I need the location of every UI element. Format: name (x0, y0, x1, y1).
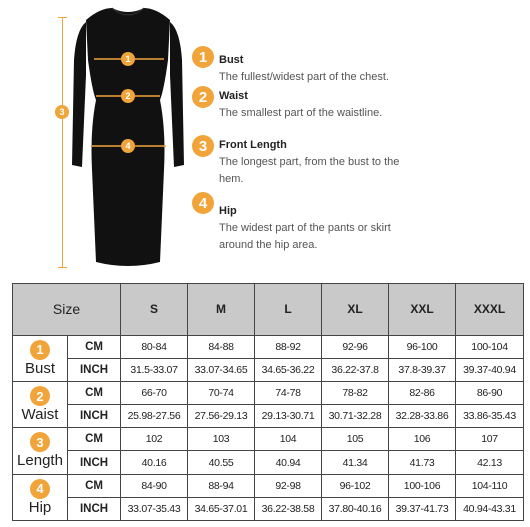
waist-marker: 2 (121, 89, 135, 103)
table-cell: 40.16 (121, 451, 188, 474)
table-cell: 32.28-33.86 (389, 405, 456, 428)
length-marker: 3 (55, 105, 69, 119)
length-guide-line (62, 18, 63, 268)
table-cell: 92-96 (322, 335, 389, 358)
table-cell: 74-78 (255, 381, 322, 404)
table-cell: 41.73 (389, 451, 456, 474)
measure-label-cell (13, 428, 68, 474)
table-cell: 100-106 (389, 474, 456, 497)
size-header: Size (13, 284, 121, 336)
measure-label: Waist (21, 406, 59, 424)
unit-cell: CM (68, 474, 121, 497)
legend-front-length (192, 135, 522, 190)
legend-desc: The fullest/widest part of the chest. (219, 71, 389, 83)
table-cell: 88-94 (188, 474, 255, 497)
legend-desc: The widest part of the pants or skirt around the hip area. (219, 222, 391, 251)
table-cell: 34.65-37.01 (188, 497, 255, 520)
table-cell: 39.37-41.73 (389, 497, 456, 520)
bust-marker: 1 (121, 52, 135, 66)
dress-illustration (60, 0, 190, 275)
right-sleeve (170, 22, 184, 167)
table-cell: 78-82 (322, 381, 389, 404)
table-cell: 96-102 (322, 474, 389, 497)
table-cell: 39.37-40.94 (456, 358, 524, 381)
table-cell: 88-92 (255, 335, 322, 358)
table-cell: 33.07-35.43 (121, 497, 188, 520)
table-cell: 103 (188, 428, 255, 451)
table-cell: 41.34 (322, 451, 389, 474)
table-cell: 40.55 (188, 451, 255, 474)
table-row (13, 381, 524, 404)
unit-cell: CM (68, 335, 121, 358)
measure-number-badge: 2 (30, 386, 50, 406)
size-col-header: S (121, 284, 188, 336)
table-cell: 36.22-37.8 (322, 358, 389, 381)
length-number-badge: 3 (192, 135, 214, 157)
size-chart-table (12, 283, 524, 521)
table-cell: 27.56-29.13 (188, 405, 255, 428)
table-cell: 107 (456, 428, 524, 451)
measure-number-badge: 1 (30, 340, 50, 360)
table-cell: 25.98-27.56 (121, 405, 188, 428)
table-cell: 37.80-40.16 (322, 497, 389, 520)
legend-title: Hip (219, 205, 237, 217)
legend-bust (192, 46, 522, 86)
table-row (13, 405, 524, 428)
table-row (13, 474, 524, 497)
size-col-header: XXXL (456, 284, 524, 336)
measure-label: Length (17, 452, 63, 470)
table-cell: 70-74 (188, 381, 255, 404)
legend-hip (192, 192, 522, 252)
table-cell: 33.07-34.65 (188, 358, 255, 381)
table-cell: 92-98 (255, 474, 322, 497)
dress-body (86, 8, 170, 266)
table-row (13, 335, 524, 358)
table-cell: 31.5-33.07 (121, 358, 188, 381)
measure-label-cell (13, 381, 68, 427)
measure-label: Hip (28, 498, 52, 516)
measure-label: Bust (24, 359, 55, 377)
legend-desc: The longest part, from the bust to the hem. (219, 156, 400, 185)
table-cell: 106 (389, 428, 456, 451)
table-cell: 40.94-43.31 (456, 497, 524, 520)
legend-title: Waist (219, 90, 248, 102)
measure-number-badge: 3 (30, 432, 50, 452)
length-guide-cap-bottom (58, 267, 67, 268)
bust-number-badge: 1 (192, 46, 214, 68)
unit-cell: CM (68, 381, 121, 404)
table-row (13, 358, 524, 381)
table-header-row (13, 284, 524, 336)
table-cell: 96-100 (389, 335, 456, 358)
legend-waist (192, 86, 522, 126)
table-row (13, 497, 524, 520)
table-cell: 80-84 (121, 335, 188, 358)
legend-desc: The smallest part of the waistline. (219, 107, 383, 119)
table-cell: 100-104 (456, 335, 524, 358)
unit-cell: CM (68, 428, 121, 451)
table-cell: 105 (322, 428, 389, 451)
table-cell: 37.8-39.37 (389, 358, 456, 381)
hip-marker: 4 (121, 139, 135, 153)
table-cell: 36.22-38.58 (255, 497, 322, 520)
table-cell: 66-70 (121, 381, 188, 404)
measure-number-badge: 4 (30, 479, 50, 499)
table-row (13, 451, 524, 474)
table-cell: 84-88 (188, 335, 255, 358)
hip-number-badge: 4 (192, 192, 214, 214)
legend-title: Front Length (219, 139, 287, 151)
table-cell: 42.13 (456, 451, 524, 474)
table-cell: 86-90 (456, 381, 524, 404)
table-cell: 104-110 (456, 474, 524, 497)
size-col-header: M (188, 284, 255, 336)
measure-label-cell (13, 474, 68, 520)
unit-cell: INCH (68, 451, 121, 474)
table-cell: 84-90 (121, 474, 188, 497)
size-col-header: L (255, 284, 322, 336)
size-col-header: XXL (389, 284, 456, 336)
legend-title: Bust (219, 54, 244, 66)
table-cell: 33.86-35.43 (456, 405, 524, 428)
table-cell: 34.65-36.22 (255, 358, 322, 381)
table-cell: 40.94 (255, 451, 322, 474)
waist-number-badge: 2 (192, 86, 214, 108)
left-sleeve (72, 22, 86, 167)
measure-label-cell (13, 335, 68, 381)
table-cell: 30.71-32.28 (322, 405, 389, 428)
table-row (13, 428, 524, 451)
unit-cell: INCH (68, 497, 121, 520)
size-col-header: XL (322, 284, 389, 336)
unit-cell: INCH (68, 405, 121, 428)
length-guide-cap-top (58, 17, 67, 18)
table-cell: 102 (121, 428, 188, 451)
unit-cell: INCH (68, 358, 121, 381)
table-cell: 104 (255, 428, 322, 451)
table-cell: 82-86 (389, 381, 456, 404)
table-cell: 29.13-30.71 (255, 405, 322, 428)
